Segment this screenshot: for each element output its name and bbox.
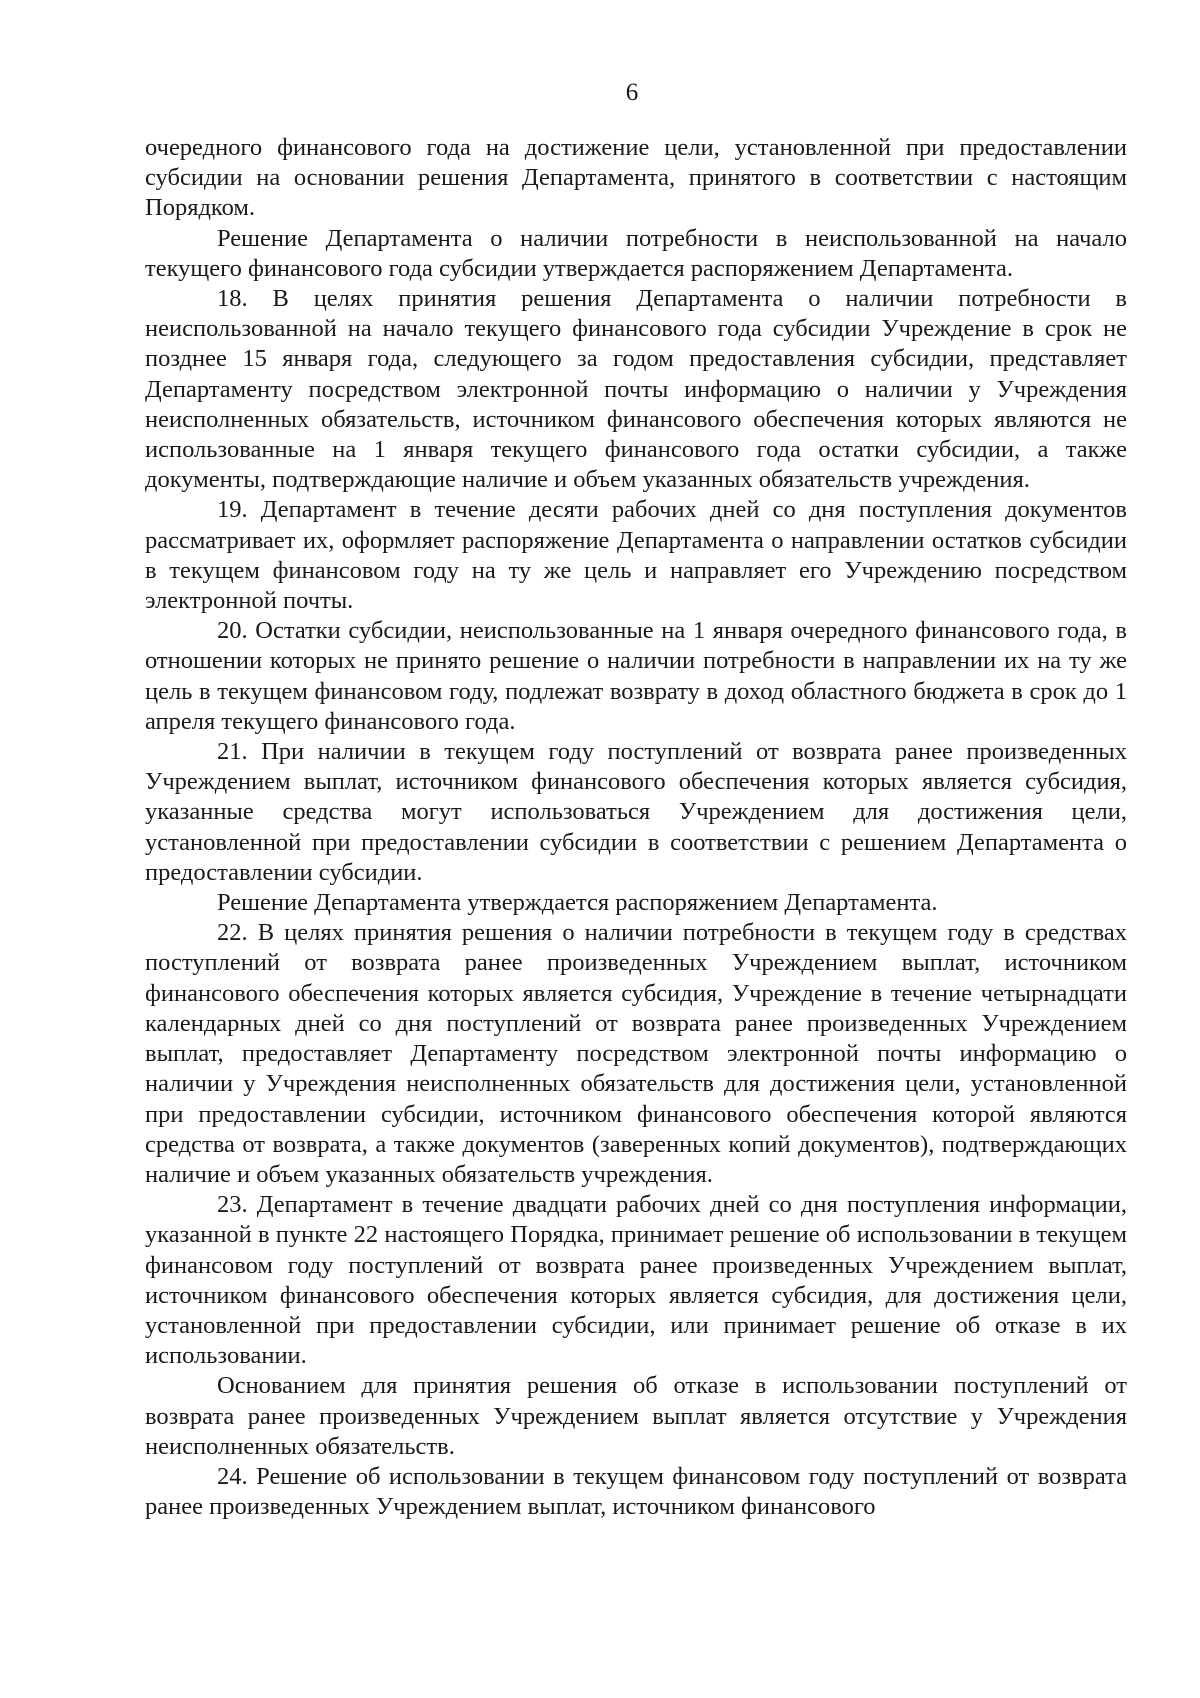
document-body xyxy=(145,133,1127,1522)
paragraph-20: 20. Остатки субсидии, неиспользованные на 1 января очередного финансового года, в отношении которых не принято решение о наличии потребности в направлении их на ту же цель в текущем финансовом году, подлежат возврату в доход областного бюджета в срок до 1 апреля текущего финансового года. xyxy=(145,617,1127,735)
paragraph-24: 24. Решение об использовании в текущем финансовом году поступлений от возврата ранее произведенных Учреждением выплат, источником финансового xyxy=(145,1462,1127,1521)
paragraph-continuation: очередного финансового года на достижение цели, установленной при предоставлении субсидии на основании решения Департамента, принятого в соответствии с настоящим Порядком. xyxy=(145,134,1127,222)
paragraph-23-refusal-basis: Основанием для принятия решения об отказе в использовании поступлений от возврата ранее произведенных Учреждением выплат является отсутствие у Учреждения неисполненных обязательств. xyxy=(145,1372,1127,1460)
page-number: 6 xyxy=(625,79,639,106)
paragraph-22: 22. В целях принятия решения о наличии потребности в текущем году в средствах поступлений от возврата ранее произведенных Учреждением выплат, источником финансового обеспечения которых является субсидия, Учреждение в течение четырнадцати календарных дней со дня поступлений от возврата ранее произведенных Учреждением выплат, предоставляет Департаменту посредством электронной почты информацию о наличии у Учреждения неисполненных обязательств для достижения цели, установленной при предоставлении субсидии, источником финансового обеспечения которой являются средства от возврата, а также документов (заверенных копий документов), подтверждающих наличие и объем указанных обязательств учреждения. xyxy=(145,919,1127,1188)
paragraph-21-decision: Решение Департамента утверждается распоряжением Департамента. xyxy=(217,889,938,917)
paragraph-18: 18. В целях принятия решения Департамента о наличии потребности в неиспользованной на начало текущего финансового года субсидии Учреждение в срок не позднее 15 января года, следующего за годом предоставления субсидии, представляет Департаменту посредством электронной почты информацию о наличии у Учреждения неисполненных обязательств, источником финансового обеспечения которых являются не использованные на 1 января текущего финансового года остатки субсидии, а также документы, подтверждающие наличие и объем указанных обязательств учреждения. xyxy=(145,285,1127,494)
paragraph-19: 19. Департамент в течение десяти рабочих дней со дня поступления документов рассматривает их, оформляет распоряжение Департамента о направлении остатков субсидии в текущем финансовом году на ту же цель и направляет его Учреждению посредством электронной почты. xyxy=(145,496,1127,615)
paragraph-23: 23. Департамент в течение двадцати рабочих дней со дня поступления информации, указанной в пункте 22 настоящего Порядка, принимает решение об использовании в текущем финансовом году поступлений от возврата ранее произведенных Учреждением выплат, источником финансового обеспечения которых является субсидия, для достижения цели, установленной при предоставлении субсидии, или принимает решение об отказе в их использовании. xyxy=(145,1191,1127,1370)
paragraph-21: 21. При наличии в текущем году поступлений от возврата ранее произведенных Учреждением выплат, источником финансового обеспечения которых является субсидия, указанные средства могут использоваться Учреждением для достижения цели, установленной при предоставлении субсидии в соответствии с решением Департамента о предоставлении субсидии. xyxy=(145,738,1127,886)
paragraph-decision-approval: Решение Департамента о наличии потребности в неиспользованной на начало текущего финансового года субсидии утверждается распоряжением Департамента. xyxy=(145,224,1127,282)
